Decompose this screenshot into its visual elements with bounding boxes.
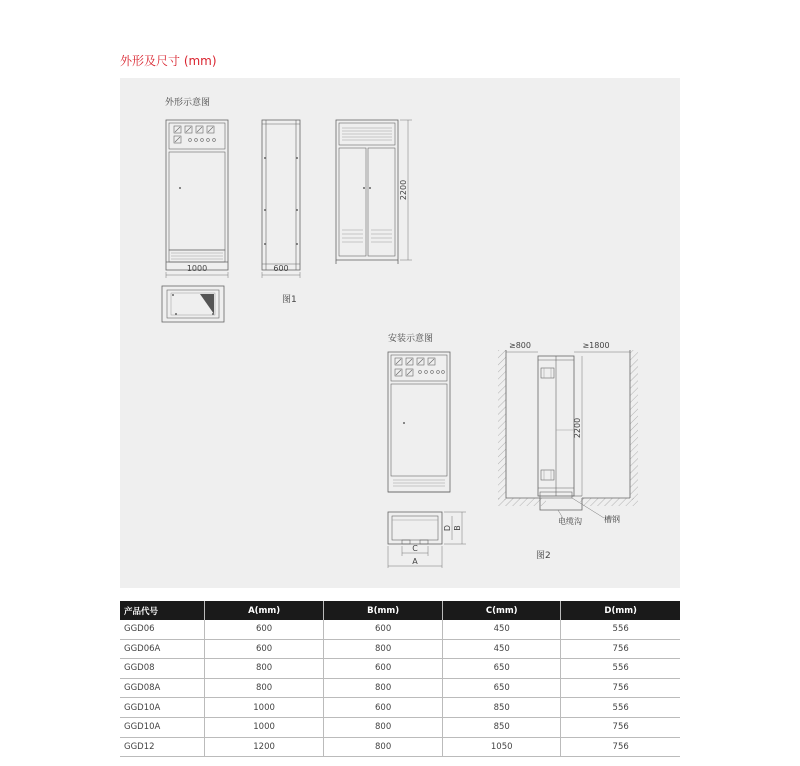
cell-a: 800 bbox=[205, 659, 324, 679]
cabinet-top-view bbox=[162, 286, 224, 322]
figure1-caption: 图1 bbox=[282, 295, 297, 305]
dim-a-label: A bbox=[412, 557, 418, 566]
cabinet-rear-view bbox=[336, 120, 398, 264]
cell-b: 800 bbox=[324, 737, 443, 757]
cell-d: 756 bbox=[561, 639, 680, 659]
figure1-title: 外形示意图 bbox=[165, 98, 211, 108]
header-b: B(mm) bbox=[324, 601, 443, 620]
header-a: A(mm) bbox=[205, 601, 324, 620]
install-cabinet-front bbox=[388, 352, 450, 492]
page-title: 外形及尺寸 (mm) bbox=[120, 54, 217, 68]
cell-c: 650 bbox=[443, 659, 561, 679]
cell-c: 850 bbox=[443, 698, 561, 718]
table-row bbox=[120, 639, 680, 659]
dimension-drawing bbox=[120, 78, 680, 588]
dim-d-label: D bbox=[443, 524, 452, 532]
width-label: 1000 bbox=[186, 264, 208, 273]
cell-c: 450 bbox=[443, 620, 561, 639]
cell-a: 600 bbox=[205, 639, 324, 659]
cell-code: GGD08A bbox=[120, 678, 205, 698]
cell-b: 600 bbox=[324, 620, 443, 639]
cell-b: 800 bbox=[324, 678, 443, 698]
cell-d: 756 bbox=[561, 737, 680, 757]
cell-a: 1000 bbox=[205, 698, 324, 718]
cell-code: GGD06 bbox=[120, 620, 205, 639]
cell-d: 756 bbox=[561, 678, 680, 698]
table-row bbox=[120, 737, 680, 757]
cell-a: 1200 bbox=[205, 737, 324, 757]
cell-c: 850 bbox=[443, 717, 561, 737]
cell-code: GGD10A bbox=[120, 698, 205, 718]
cell-a: 1000 bbox=[205, 717, 324, 737]
depth-label: 600 bbox=[273, 264, 289, 273]
cell-a: 600 bbox=[205, 620, 324, 639]
cell-b: 600 bbox=[324, 659, 443, 679]
header-product-code: 产品代号 bbox=[120, 601, 205, 620]
spec-table bbox=[120, 601, 680, 757]
cell-code: GGD08 bbox=[120, 659, 205, 679]
figure2-caption: 图2 bbox=[536, 551, 551, 561]
cell-c: 1050 bbox=[443, 737, 561, 757]
install-room-elevation bbox=[498, 350, 638, 510]
cabinet-side-view bbox=[262, 120, 300, 270]
table-row bbox=[120, 659, 680, 679]
channel-steel-label: 槽钢 bbox=[604, 515, 620, 524]
dim-c-label: C bbox=[412, 544, 418, 553]
cell-d: 556 bbox=[561, 659, 680, 679]
figure2-title: 安装示意图 bbox=[388, 334, 434, 344]
cell-b: 800 bbox=[324, 717, 443, 737]
cell-c: 450 bbox=[443, 639, 561, 659]
rear-gap-label: ≥1800 bbox=[582, 341, 610, 350]
height-label: 2200 bbox=[399, 179, 408, 201]
dimension-drawing-panel bbox=[120, 78, 680, 588]
cabinet-front-view bbox=[166, 120, 228, 270]
header-d: D(mm) bbox=[561, 601, 680, 620]
header-c: C(mm) bbox=[443, 601, 561, 620]
table-row bbox=[120, 678, 680, 698]
cell-code: GGD10A bbox=[120, 717, 205, 737]
cable-trench-label: 电缆沟 bbox=[558, 517, 582, 526]
cell-d: 556 bbox=[561, 620, 680, 639]
dim-b-label: B bbox=[453, 525, 462, 531]
install-height-label: 2200 bbox=[573, 417, 582, 439]
table-header-row bbox=[120, 601, 680, 620]
cell-code: GGD06A bbox=[120, 639, 205, 659]
table-row bbox=[120, 717, 680, 737]
cell-a: 800 bbox=[205, 678, 324, 698]
cell-d: 556 bbox=[561, 698, 680, 718]
front-gap-label: ≥800 bbox=[509, 341, 531, 350]
table-row bbox=[120, 620, 680, 639]
table-row bbox=[120, 698, 680, 718]
cell-c: 650 bbox=[443, 678, 561, 698]
cell-d: 756 bbox=[561, 717, 680, 737]
cell-b: 600 bbox=[324, 698, 443, 718]
cell-b: 800 bbox=[324, 639, 443, 659]
cell-code: GGD12 bbox=[120, 737, 205, 757]
install-base-plan bbox=[388, 512, 442, 544]
